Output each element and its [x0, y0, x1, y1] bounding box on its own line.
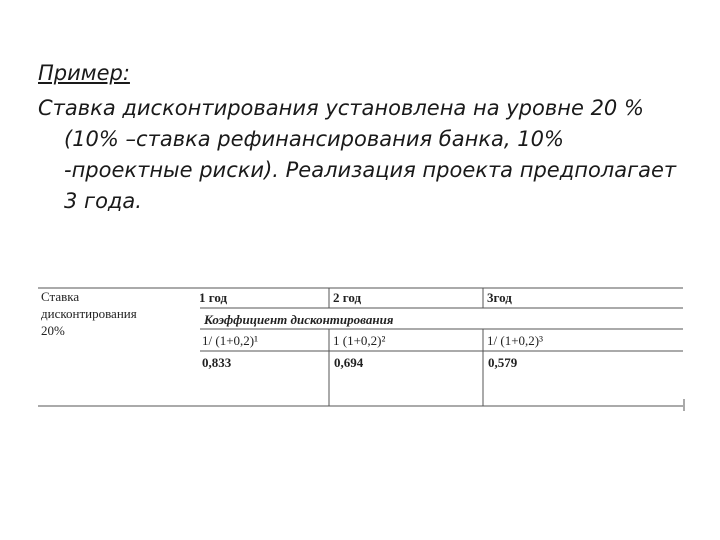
rate-label-line-1: Ставка: [41, 289, 80, 304]
formula-year-2: 1 (1+0,2)²: [333, 333, 386, 348]
slide-paragraph: Ставка дисконтирования установлена на уровне 20 % (10% –ставка рефинансирования банка, 10% -проектные риски). Реализация проекта предполагает 3 года.: [38, 96, 677, 213]
value-year-3: 0,579: [488, 355, 518, 370]
formula-year-1: 1/ (1+0,2)¹: [202, 333, 258, 348]
rate-label-line-3: 20%: [41, 323, 65, 338]
discount-factor-subheader: Коэффициент дисконтирования: [204, 312, 394, 327]
slide-text: [38, 58, 678, 217]
formula-year-3: 1/ (1+0,2)³: [487, 333, 543, 348]
discount-table: [38, 287, 686, 411]
rate-label-line-2: дисконтирования: [41, 306, 137, 321]
slide-heading: Пример:: [38, 61, 130, 85]
header-year-1: 1 год: [199, 290, 228, 305]
header-year-2: 2 год: [333, 290, 362, 305]
value-year-1: 0,833: [202, 355, 232, 370]
header-year-3: 3год: [487, 290, 512, 305]
value-year-2: 0,694: [334, 355, 364, 370]
